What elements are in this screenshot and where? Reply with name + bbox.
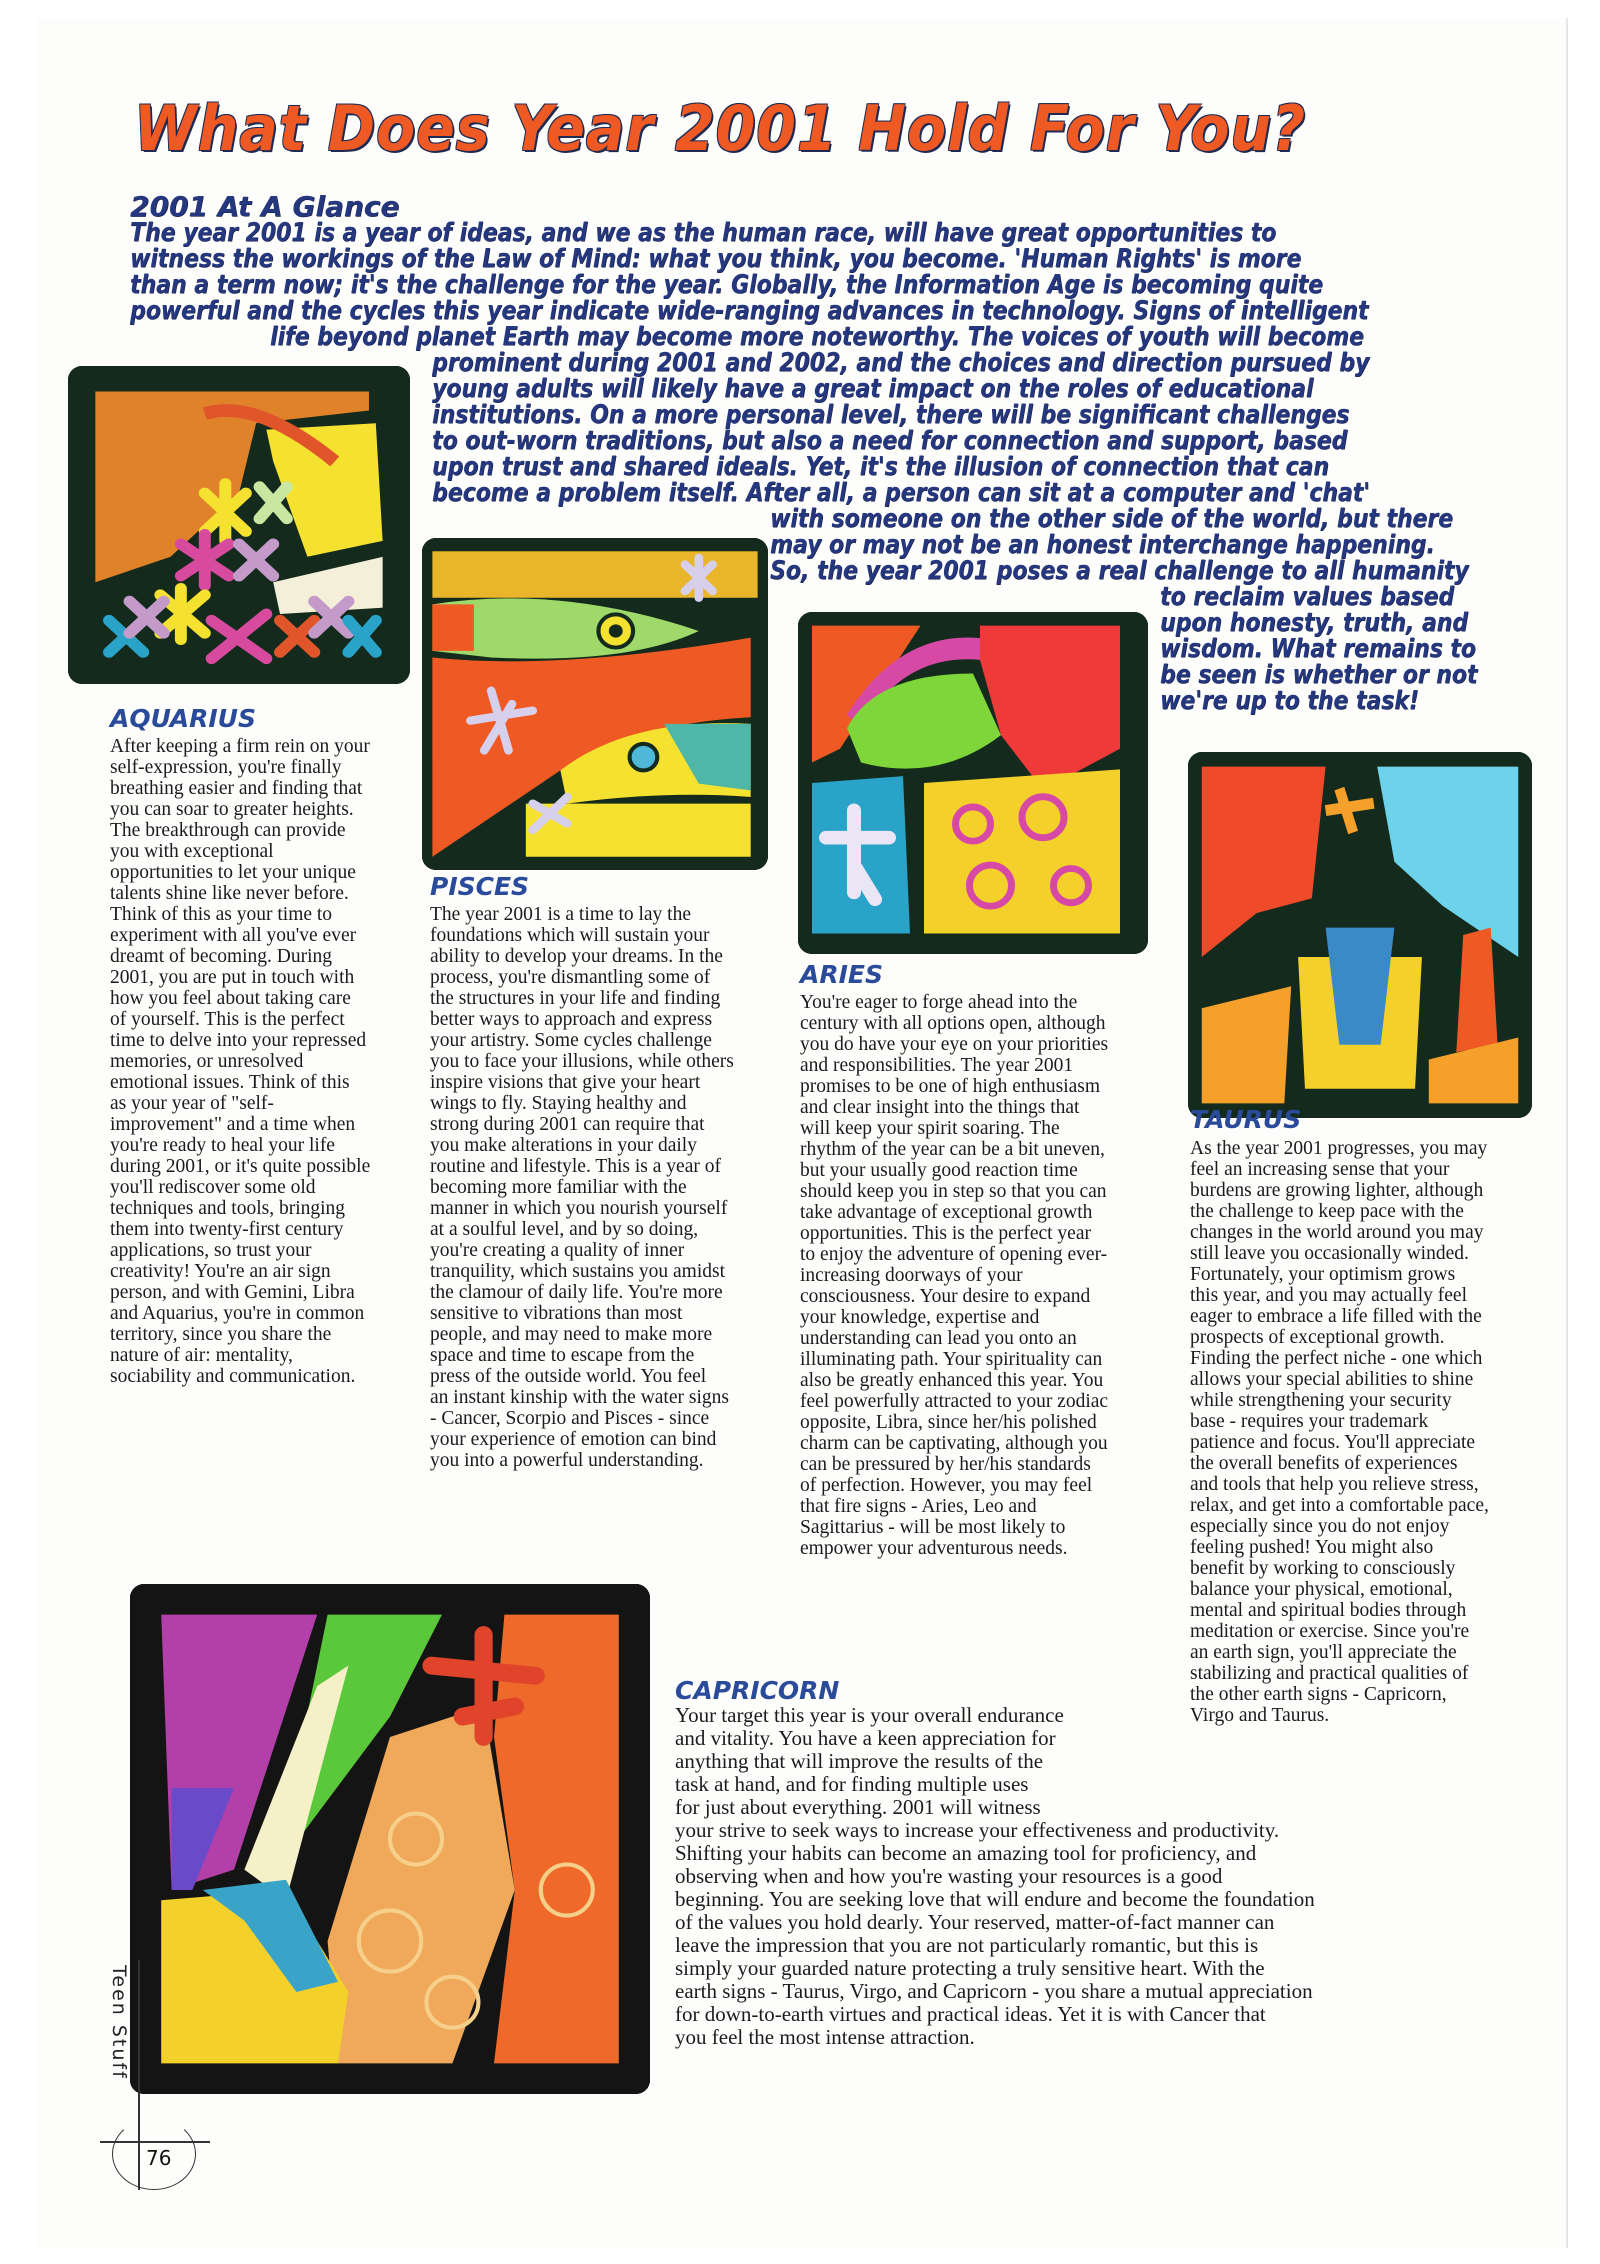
text-line: eager to embrace a life filled with the — [1190, 1306, 1482, 1327]
text-line: leave the impression that you are not particularly romantic, but this is — [675, 1933, 1259, 1957]
text-line: you feel the most intense attraction. — [675, 2025, 975, 2049]
text-line: prospects of exceptional growth. — [1190, 1327, 1445, 1348]
text-line: space and time to escape from the — [430, 1345, 695, 1366]
intro-heading: 2001 At A Glance — [130, 190, 400, 223]
text-line: how you feel about taking care — [110, 988, 351, 1009]
text-line: beginning. You are seeking love that will endure and become the foundation — [675, 1887, 1315, 1911]
text-line: wings to fly. Staying healthy and — [430, 1093, 687, 1114]
text-line: routine and lifestyle. This is a year of — [430, 1156, 721, 1177]
text-line: you'll rediscover some old — [110, 1177, 316, 1198]
aries-text — [800, 992, 1108, 1559]
text-line: for just about everything. 2001 will witness — [675, 1795, 1041, 1819]
text-line: feeling pushed! You might also — [1190, 1537, 1434, 1558]
text-line: opportunities to let your unique — [110, 862, 356, 883]
intro-line: to reclaim values based — [1160, 582, 1455, 612]
text-line: and vitality. You have a keen appreciation for — [675, 1726, 1056, 1750]
text-line: for down-to-earth virtues and practical ideas. Yet it is with Cancer that — [675, 2002, 1266, 2026]
text-line: but your usually good reaction time — [800, 1160, 1078, 1181]
text-line: Your target this year is your overall endurance — [675, 1703, 1064, 1727]
text-line: your experience of emotion can bind — [430, 1429, 717, 1450]
text-line: talents shine like never before. — [110, 883, 349, 904]
text-line: of perfection. However, you may feel — [800, 1475, 1093, 1496]
text-line: anything that will improve the results of the — [675, 1749, 1044, 1773]
text-line: the structures in your life and finding — [430, 988, 721, 1009]
text-line: ability to develop your dreams. In the — [430, 946, 723, 967]
text-line: the clamour of daily life. You're more — [430, 1282, 723, 1303]
text-line: nature of air: mentality, — [110, 1345, 293, 1366]
intro-line: institutions. On a more personal level, there will be significant challenges — [432, 400, 1350, 430]
taurus-artwork — [1188, 752, 1532, 1118]
intro-line: upon honesty, truth, and — [1160, 608, 1468, 638]
text-line: take advantage of exceptional growth — [800, 1202, 1093, 1223]
intro-line: The year 2001 is a year of ideas, and we as the human race, will have great opportunities to — [130, 218, 1277, 248]
aries-artwork — [798, 612, 1148, 954]
text-line: the challenge to keep pace with the — [1190, 1201, 1464, 1222]
text-line: empower your adventurous needs. — [800, 1538, 1068, 1559]
text-line: feel an increasing sense that your — [1190, 1159, 1450, 1180]
text-line: self-expression, you're finally — [110, 757, 342, 778]
text-line: century with all options open, although — [800, 1013, 1106, 1034]
intro-line: witness the workings of the Law of Mind: what you think, you become. 'Human Rights' is more — [130, 244, 1302, 274]
text-line: time to delve into your repressed — [110, 1030, 367, 1051]
intro-line: powerful and the cycles this year indicate wide-ranging advances in technology. Signs of intelligent — [130, 296, 1369, 326]
aries-heading: ARIES — [800, 960, 883, 989]
text-line: techniques and tools, bringing — [110, 1198, 346, 1219]
text-line: Shifting your habits can become an amazing tool for proficiency, and — [675, 1841, 1257, 1865]
intro-line: prominent during 2001 and 2002, and the choices and direction pursued by — [432, 348, 1370, 378]
text-line: - Cancer, Scorpio and Pisces - since — [430, 1408, 710, 1429]
text-line: earth signs - Taurus, Virgo, and Capricorn - you share a mutual appreciation — [675, 1979, 1313, 2003]
text-line: tranquility, which sustains you amidst — [430, 1261, 726, 1282]
text-line: strong during 2001 can require that — [430, 1114, 705, 1135]
text-line: while strengthening your security — [1190, 1390, 1452, 1411]
text-line: increasing doorways of your — [800, 1265, 1023, 1286]
text-line: press of the outside world. You feel — [430, 1366, 707, 1387]
text-line: and responsibilities. The year 2001 — [800, 1055, 1074, 1076]
text-line: experiment with all you've ever — [110, 925, 357, 946]
text-line: base - requires your trademark — [1190, 1411, 1429, 1432]
text-line: person, and with Gemini, Libra — [110, 1282, 355, 1303]
text-line: territory, since you share the — [110, 1324, 332, 1345]
text-line: mental and spiritual bodies through — [1190, 1600, 1467, 1621]
text-line: memories, or unresolved — [110, 1051, 304, 1072]
intro-line: wisdom. What remains to — [1160, 634, 1476, 664]
text-line: can be pressured by her/his standards — [800, 1454, 1091, 1475]
text-line: at a soulful level, and by so doing, — [430, 1219, 699, 1240]
text-line: as your year of "self- — [110, 1093, 274, 1114]
text-line: your strive to seek ways to increase your effectiveness and productivity. — [675, 1818, 1280, 1842]
text-line: balance your physical, emotional, — [1190, 1579, 1453, 1600]
text-line: task at hand, and for finding multiple uses — [675, 1772, 1029, 1796]
intro-line: we're up to the task! — [1160, 686, 1419, 716]
text-line: especially since you do not enjoy — [1190, 1516, 1450, 1537]
text-line: you make alterations in your daily — [430, 1135, 697, 1156]
intro-line: So, the year 2001 poses a real challenge to all humanity — [770, 556, 1469, 586]
text-line: charm can be captivating, although you — [800, 1433, 1108, 1454]
text-line: will keep your spirit soaring. The — [800, 1118, 1060, 1139]
intro-line: may or may not be an honest interchange happening. — [770, 530, 1435, 560]
text-line: manner in which you nourish yourself — [430, 1198, 728, 1219]
aquarius-heading: AQUARIUS — [110, 704, 256, 733]
text-line: you do have your eye on your priorities — [800, 1034, 1109, 1055]
section-label: Teen Stuff — [108, 1965, 130, 2080]
text-line: better ways to approach and express — [430, 1009, 713, 1030]
text-line: your artistry. Some cycles challenge — [430, 1030, 712, 1051]
intro-line: upon trust and shared ideals. Yet, it's the illusion of connection that can — [432, 452, 1329, 482]
taurus-text — [1190, 1138, 1489, 1726]
text-line: becoming more familiar with the — [430, 1177, 687, 1198]
text-line: breathing easier and finding that — [110, 778, 363, 799]
text-line: Sagittarius - will be most likely to — [800, 1517, 1066, 1538]
text-line: changes in the world around you may — [1190, 1222, 1484, 1243]
text-line: rhythm of the year can be a bit uneven, — [800, 1139, 1105, 1160]
text-line: people, and may need to make more — [430, 1324, 713, 1345]
text-line: 2001, you are put in touch with — [110, 967, 355, 988]
capricorn-heading: CAPRICORN — [675, 1676, 840, 1705]
text-line: relax, and get into a comfortable pace, — [1190, 1495, 1489, 1516]
text-line: consciousness. Your desire to expand — [800, 1286, 1091, 1307]
taurus-heading: TAURUS — [1190, 1105, 1302, 1134]
text-line: of yourself. This is the perfect — [110, 1009, 345, 1030]
text-line: promises to be one of high enthusiasm — [800, 1076, 1101, 1097]
text-line: an earth sign, you'll appreciate the — [1190, 1642, 1457, 1663]
text-line: simply your guarded nature protecting a truly sensitive heart. With the — [675, 1956, 1265, 1980]
text-line: As the year 2001 progresses, you may — [1190, 1138, 1488, 1159]
text-line: sociability and communication. — [110, 1366, 356, 1387]
intro-line: with someone on the other side of the world, but there — [770, 504, 1453, 534]
text-line: observing when and how you're wasting your resources is a good — [675, 1864, 1223, 1888]
text-line: you can soar to greater heights. — [110, 799, 354, 820]
capricorn-artwork — [130, 1584, 650, 2094]
text-line: patience and focus. You'll appreciate — [1190, 1432, 1476, 1453]
text-line: benefit by working to consciously — [1190, 1558, 1456, 1579]
text-line: After keeping a firm rein on your — [110, 736, 370, 757]
text-line: applications, so trust your — [110, 1240, 312, 1261]
text-line: also be greatly enhanced this year. You — [800, 1370, 1104, 1391]
text-line: you to face your illusions, while others — [430, 1051, 734, 1072]
text-line: you're creating a quality of inner — [430, 1240, 685, 1261]
text-line: dreamt of becoming. During — [110, 946, 333, 967]
text-line: you're ready to heal your life — [110, 1135, 335, 1156]
aquarius-artwork — [68, 366, 410, 684]
aquarius-text — [110, 736, 370, 1387]
text-line: Think of this as your time to — [110, 904, 333, 925]
text-line: the other earth signs - Capricorn, — [1190, 1684, 1447, 1705]
text-line: opposite, Libra, since her/his polished — [800, 1412, 1097, 1433]
text-line: an instant kinship with the water signs — [430, 1387, 729, 1408]
text-line: understanding can lead you onto an — [800, 1328, 1077, 1349]
text-line: sensitive to vibrations than most — [430, 1303, 683, 1324]
text-line: still leave you occasionally winded. — [1190, 1243, 1469, 1264]
text-line: of the values you hold dearly. Your reserved, matter-of-fact manner can — [675, 1910, 1275, 1934]
pisces-artwork — [422, 538, 768, 870]
text-line: emotional issues. Think of this — [110, 1072, 350, 1093]
intro-line: young adults will likely have a great impact on the roles of educational — [432, 374, 1314, 404]
text-line: opportunities. This is the perfect year — [800, 1223, 1091, 1244]
text-line: The year 2001 is a time to lay the — [430, 904, 692, 925]
text-line: Virgo and Taurus. — [1190, 1705, 1330, 1726]
text-line: illuminating path. Your spirituality can — [800, 1349, 1103, 1370]
pisces-text — [430, 904, 734, 1471]
text-line: during 2001, or it's quite possible — [110, 1156, 371, 1177]
text-line: the overall benefits of experiences — [1190, 1453, 1458, 1474]
text-line: creativity! You're an air sign — [110, 1261, 331, 1282]
intro-line: be seen is whether or not — [1160, 660, 1478, 690]
intro-line: become a problem itself. After all, a person can sit at a computer and 'chat' — [432, 478, 1370, 508]
text-line: your knowledge, expertise and — [800, 1307, 1040, 1328]
text-line: you with exceptional — [110, 841, 274, 862]
text-line: allows your special abilities to shine — [1190, 1369, 1474, 1390]
text-line: that fire signs - Aries, Leo and — [800, 1496, 1037, 1517]
text-line: and clear insight into the things that — [800, 1097, 1080, 1118]
text-line: foundations which will sustain your — [430, 925, 710, 946]
text-line: Fortunately, your optimism grows — [1190, 1264, 1456, 1285]
text-line: burdens are growing lighter, although — [1190, 1180, 1484, 1201]
text-line: them into twenty-first century — [110, 1219, 344, 1240]
intro-line: life beyond planet Earth may become more noteworthy. The voices of youth will become — [270, 322, 1364, 352]
intro-line: than a term now; it's the challenge for the year. Globally, the Information Age is becoming quite — [130, 270, 1323, 300]
capricorn-text — [675, 1704, 1315, 2049]
text-line: meditation or exercise. Since you're — [1190, 1621, 1470, 1642]
text-line: You're eager to forge ahead into the — [800, 992, 1078, 1013]
text-line: should keep you in step so that you can — [800, 1181, 1107, 1202]
pisces-heading: PISCES — [430, 872, 530, 901]
text-line: Finding the perfect niche - one which — [1190, 1348, 1483, 1369]
text-line: and tools that help you relieve stress, — [1190, 1474, 1479, 1495]
intro-line: to out-worn traditions, but also a need for connection and support, based — [432, 426, 1348, 456]
page-number: 76 — [146, 2146, 172, 2170]
text-line: to enjoy the adventure of opening ever- — [800, 1244, 1108, 1265]
text-line: process, you're dismantling some of — [430, 967, 711, 988]
text-line: and Aquarius, you're in common — [110, 1303, 365, 1324]
text-line: improvement" and a time when — [110, 1114, 356, 1135]
text-line: The breakthrough can provide — [110, 820, 346, 841]
page-title: What Does Year 2001 Hold For You? — [134, 92, 1306, 165]
text-line: this year, and you may actually feel — [1190, 1285, 1467, 1306]
text-line: stabilizing and practical qualities of — [1190, 1663, 1469, 1684]
text-line: you into a powerful understanding. — [430, 1450, 704, 1471]
text-line: feel powerfully attracted to your zodiac — [800, 1391, 1109, 1412]
text-line: inspire visions that give your heart — [430, 1072, 701, 1093]
